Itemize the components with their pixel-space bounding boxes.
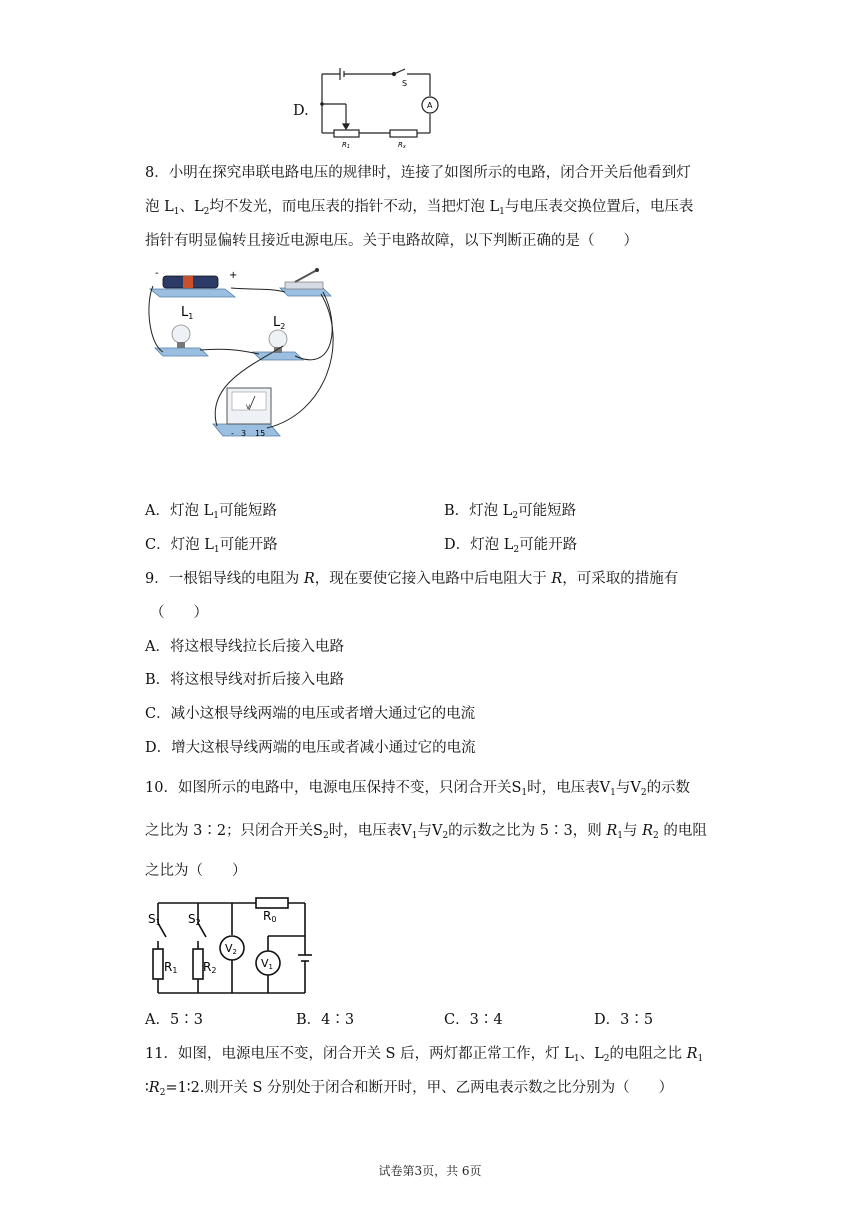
v2-label: V2 (225, 942, 237, 956)
battery-minus: - (155, 268, 159, 279)
r0-label: R0 (263, 909, 277, 924)
q8-circuit-picture (145, 264, 355, 444)
q10-option-a[interactable]: A．5∶3 (145, 1012, 203, 1028)
l2-label: $L_2$ (273, 315, 286, 331)
page-footer: 试卷第3页，共 6页 (378, 1164, 482, 1178)
q7-circuit-diagram (312, 64, 442, 156)
s1-label: S1 (148, 912, 161, 927)
q8-option-a[interactable]: A．灯泡 $L_1$可能短路 (145, 503, 277, 521)
q10-option-c[interactable]: C．3∶4 (444, 1012, 503, 1028)
q8-option-d[interactable]: D．灯泡 $L_2$可能开路 (444, 537, 578, 555)
battery-plus: + (229, 270, 238, 281)
q8-stem-line3: 指针有明显偏转且接近电源电压。关于电路故障，以下判断正确的是（ ） (145, 233, 638, 249)
terminal-15: 15 (255, 429, 266, 438)
r1-label: R1 (164, 960, 178, 975)
r1-rheostat (334, 130, 359, 137)
r0-resistor (256, 898, 288, 908)
q10-circuit-diagram (140, 893, 320, 1003)
slider-arrow (343, 124, 349, 129)
q9-option-b[interactable]: B．将这根导线对折后接入电路 (145, 672, 345, 688)
r1-label: R1 (342, 141, 351, 150)
q9-option-d[interactable]: D．增大这根导线两端的电压或者减小通过它的电流 (145, 740, 476, 756)
l1-label: $L_1$ (181, 305, 194, 321)
q9-option-a[interactable]: A．将这根导线拉长后接入电路 (145, 639, 344, 655)
r1-resistor (153, 949, 163, 979)
q9-number: 9． (145, 571, 169, 587)
terminal-3: 3 (241, 429, 247, 438)
voltmeter-base (213, 424, 280, 436)
l1-bulb-icon (172, 325, 190, 343)
battery-base (150, 289, 235, 297)
q10-number: 10． (145, 780, 178, 796)
q10-option-b[interactable]: B．4∶3 (296, 1012, 355, 1028)
q10-option-d[interactable]: D．3∶5 (594, 1012, 654, 1028)
r2-label: R2 (203, 960, 217, 975)
switch-knife (295, 270, 317, 282)
r2-resistor (193, 949, 203, 979)
q8-stem-line1: 8．小明在探究串联电路电压的规律时，连接了如图所示的电路，闭合开关后他看到灯 (145, 165, 691, 181)
switch-label: S (402, 79, 408, 88)
q7-option-d-label: D. (293, 103, 309, 119)
q11-stem-line1: 11．如图，电源电压不变，闭合开关 S 后，两灯都正常工作，灯 $L_1$、$L_2$的电阻之比 $R_1$ (145, 1046, 704, 1064)
v1-label: V1 (261, 957, 273, 971)
voltmeter-v: V (246, 404, 251, 411)
rx-label: Rx (398, 141, 406, 150)
q10-stem-line2: 之比为 3∶2；只闭合开关$S_2$时，电压表$V_1$与$V_2$的示数之比为 5∶3，则 $R_1$与 $R_2$ 的电阻 (145, 823, 707, 841)
q8-option-b[interactable]: B．灯泡 $L_2$可能短路 (444, 503, 577, 521)
rx-resistor (390, 130, 417, 137)
q8-stem-line2: 泡 $L_1$、$L_2$均不发光，而电压表的指针不动，当把灯泡 $L_1$与电压表交换位置后，电压表 (145, 199, 694, 217)
q10-stem-line3: 之比为（ ） (145, 863, 247, 879)
q9-option-c[interactable]: C．减小这根导线两端的电压或者增大通过它的电流 (145, 706, 476, 722)
ammeter-label: A (427, 101, 433, 110)
q9-stem-line1: 9．一根铝导线的电阻为 R，现在要使它接入电路中后电阻大于 R，可采取的措施有 (145, 571, 679, 587)
s2-label: S2 (188, 912, 201, 927)
q9-stem-line2: （ ） (150, 605, 208, 621)
q8-number: 8． (145, 165, 169, 181)
q11-stem-line2: $∶R_2=1∶2$.则开关 S 分别处于闭合和断开时，甲、乙两电表示数之比分别为（ ） (145, 1080, 674, 1098)
q8-option-c[interactable]: C．灯泡 $L_1$可能开路 (145, 537, 278, 555)
q10-stem-line1: 10．如图所示的电路中，电源电压保持不变，只闭合开关$S_1$时，电压表$V_1$与$V_2$的示数 (145, 780, 691, 798)
terminal-minus: - (231, 429, 234, 438)
l2-bulb-icon (269, 330, 287, 348)
q11-number: 11． (145, 1046, 178, 1062)
